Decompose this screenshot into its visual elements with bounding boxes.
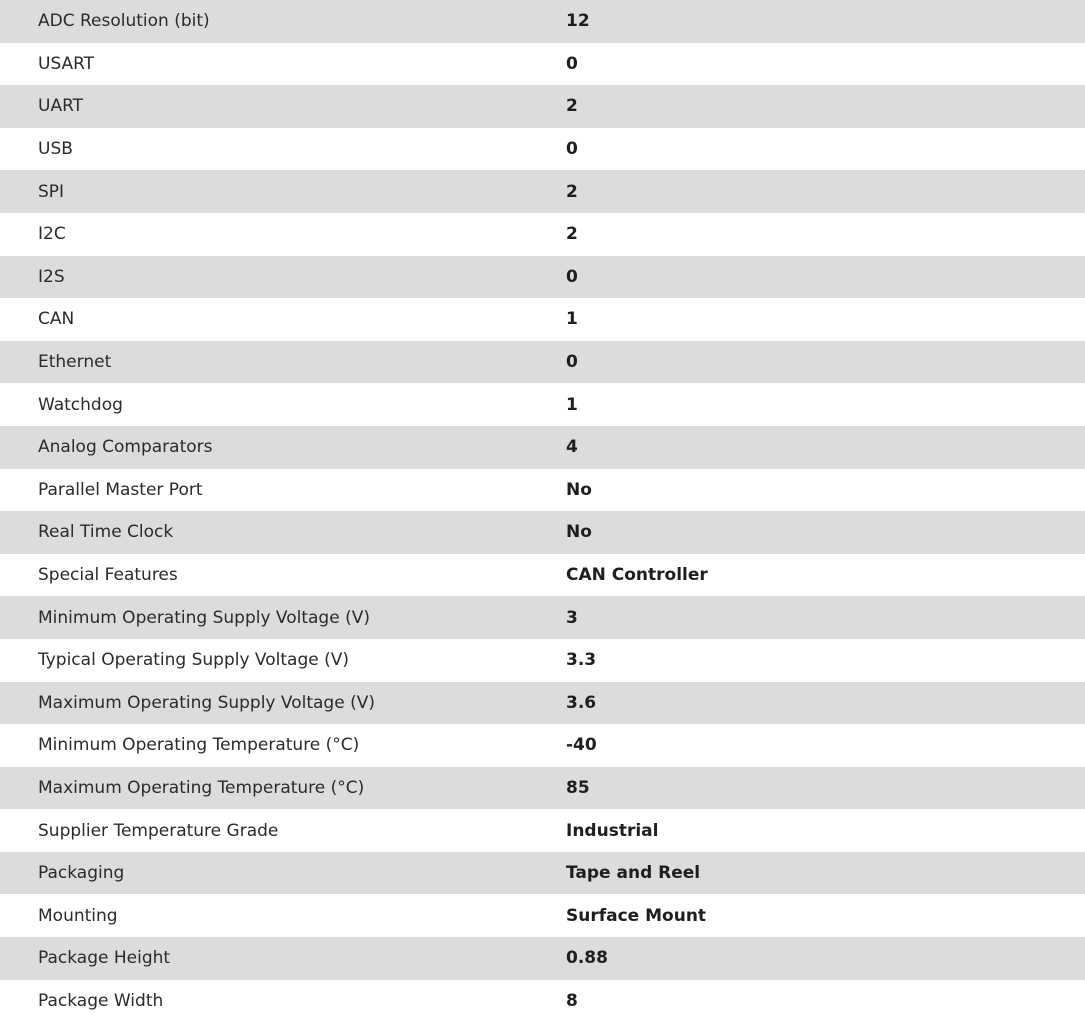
spec-label: I2C	[38, 224, 66, 245]
spec-value: 0.88	[566, 948, 608, 969]
spec-label: Special Features	[38, 565, 178, 586]
spec-label: Typical Operating Supply Voltage (V)	[38, 650, 349, 671]
spec-value: 85	[566, 777, 590, 798]
spec-value: 3.3	[566, 650, 597, 671]
spec-label: Minimum Operating Temperature (°C)	[38, 735, 360, 756]
spec-row-package-width	[0, 980, 1085, 1022]
spec-row-watchdog	[0, 383, 1085, 426]
spec-row-analog-comparators	[0, 426, 1085, 469]
spec-value: 2	[566, 224, 578, 245]
spec-value: Tape and Reel	[566, 863, 701, 884]
spec-value: No	[566, 479, 592, 500]
spec-row-max-operating-temperature	[0, 767, 1085, 810]
spec-label: Parallel Master Port	[38, 479, 203, 500]
spec-row-real-time-clock	[0, 511, 1085, 554]
spec-row-i2c	[0, 213, 1085, 256]
spec-label: Maximum Operating Temperature (°C)	[38, 777, 365, 798]
spec-row-supplier-temperature-grade	[0, 809, 1085, 852]
spec-value: 1	[566, 394, 578, 415]
spec-value: 0	[566, 139, 578, 160]
spec-row-packaging	[0, 852, 1085, 895]
spec-value: No	[566, 522, 592, 543]
spec-label: Analog Comparators	[38, 437, 213, 458]
spec-label: Minimum Operating Supply Voltage (V)	[38, 607, 370, 628]
spec-row-spi	[0, 170, 1085, 213]
spec-label: UART	[38, 96, 84, 117]
spec-value: 8	[566, 990, 578, 1011]
spec-label: USB	[38, 139, 73, 160]
spec-row-min-supply-voltage	[0, 596, 1085, 639]
spec-value: 1	[566, 309, 578, 330]
spec-row-max-supply-voltage	[0, 682, 1085, 725]
spec-value: 0	[566, 266, 578, 287]
spec-value: -40	[566, 735, 597, 756]
spec-row-usart	[0, 43, 1085, 86]
spec-label: Mounting	[38, 905, 118, 926]
spec-label: Real Time Clock	[38, 522, 174, 543]
spec-label: Supplier Temperature Grade	[38, 820, 279, 841]
spec-row-can	[0, 298, 1085, 341]
spec-value: Surface Mount	[566, 905, 707, 926]
spec-row-uart	[0, 85, 1085, 128]
spec-label: ADC Resolution (bit)	[38, 11, 210, 32]
spec-label: USART	[38, 53, 95, 74]
spec-row-mounting	[0, 894, 1085, 937]
spec-value: 0	[566, 352, 578, 373]
spec-row-usb	[0, 128, 1085, 171]
spec-label: Packaging	[38, 863, 125, 884]
spec-row-min-operating-temperature	[0, 724, 1085, 767]
spec-value: 0	[566, 53, 578, 74]
spec-label: SPI	[38, 181, 65, 202]
spec-value: 2	[566, 96, 578, 117]
spec-value: 3.6	[566, 692, 597, 713]
spec-value: 4	[566, 437, 578, 458]
spec-value: Industrial	[566, 820, 659, 841]
spec-value: CAN Controller	[566, 565, 708, 586]
spec-row-adc-resolution	[0, 0, 1085, 43]
spec-row-typical-supply-voltage	[0, 639, 1085, 682]
spec-label: Maximum Operating Supply Voltage (V)	[38, 692, 375, 713]
spec-label: CAN	[38, 309, 75, 330]
spec-row-parallel-master-port	[0, 469, 1085, 512]
spec-label: Package Width	[38, 990, 164, 1011]
spec-row-ethernet	[0, 341, 1085, 384]
spec-label: I2S	[38, 266, 65, 287]
spec-value: 12	[566, 11, 590, 32]
spec-row-i2s	[0, 256, 1085, 299]
spec-value: 3	[566, 607, 578, 628]
spec-label: Package Height	[38, 948, 171, 969]
spec-label: Ethernet	[38, 352, 112, 373]
spec-row-special-features	[0, 554, 1085, 597]
spec-value: 2	[566, 181, 578, 202]
spec-label: Watchdog	[38, 394, 123, 415]
spec-row-package-height	[0, 937, 1085, 980]
